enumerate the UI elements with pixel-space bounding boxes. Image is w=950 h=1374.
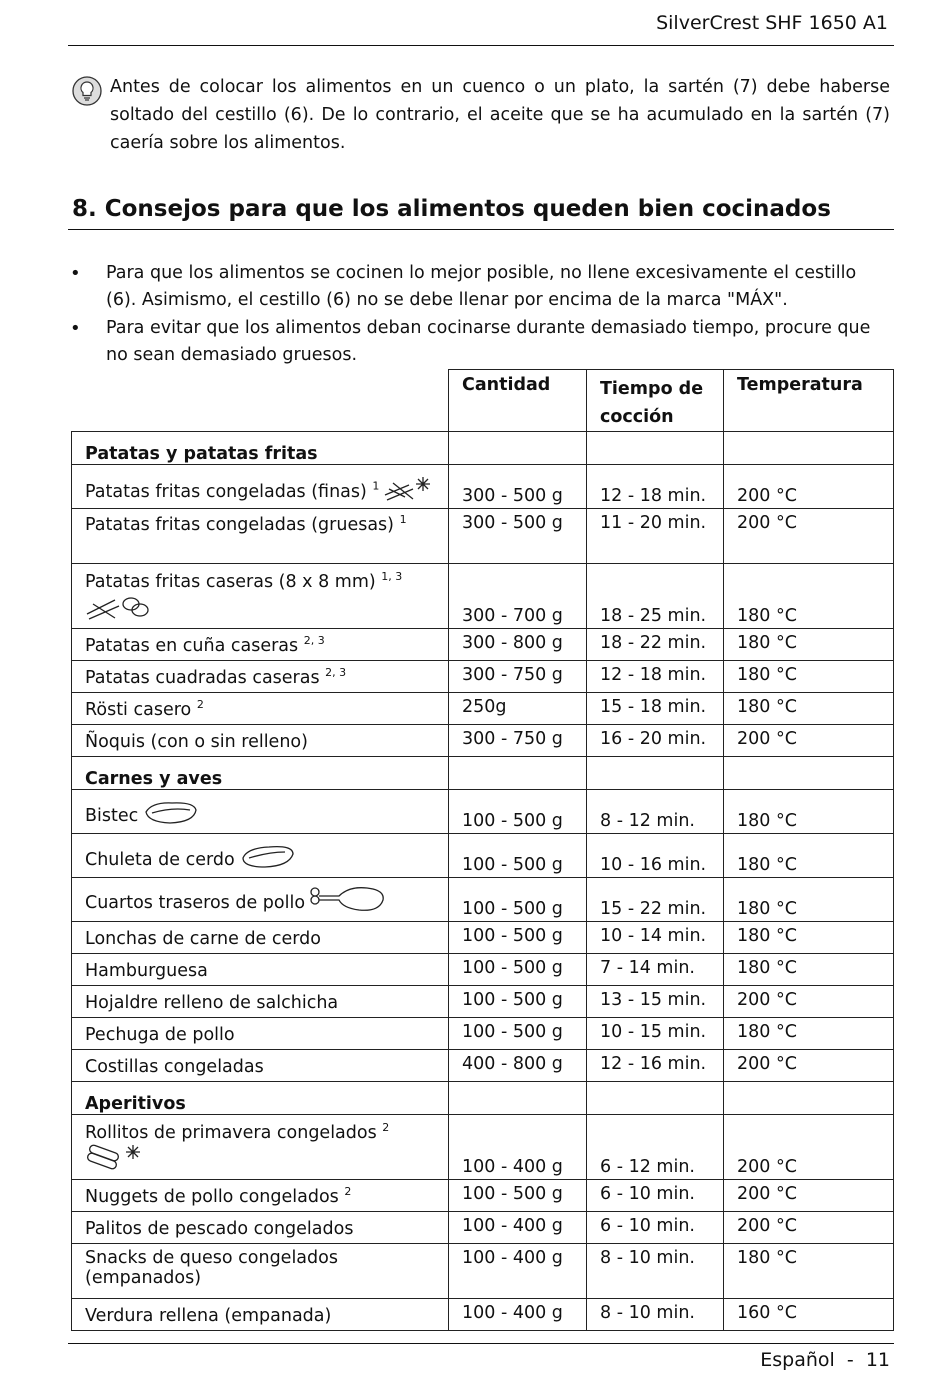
temperature-cell: 200 °C (724, 1180, 894, 1212)
table-category-row (72, 432, 894, 465)
temperature-cell: 200 °C (724, 725, 894, 757)
item-name: Nuggets de pollo congelados (85, 1187, 339, 1207)
temperature-cell: 200 °C (724, 509, 894, 564)
quantity-cell: 300 - 750 g (449, 661, 587, 693)
empty-cell (587, 757, 724, 790)
lightbulb-icon (72, 76, 102, 106)
temperature-cell: 180 °C (724, 922, 894, 954)
item-name: Patatas fritas congeladas (gruesas) (85, 515, 394, 535)
table-row (72, 564, 894, 629)
header-quantity: Cantidad (449, 370, 587, 432)
table-row (72, 834, 894, 878)
item-name: Hojaldre relleno de salchicha (85, 993, 339, 1013)
category-label: Carnes y aves (72, 757, 449, 790)
item-cell (72, 509, 449, 564)
item-name: Costillas congeladas (85, 1057, 264, 1077)
section-rule (68, 229, 894, 230)
footnote-ref: 2 (344, 1185, 352, 1198)
header-temperature: Temperatura (724, 370, 894, 432)
time-cell: 8 - 10 min. (587, 1244, 724, 1299)
item-cell (72, 834, 449, 878)
quantity-cell: 100 - 500 g (449, 1018, 587, 1050)
footnote-ref: 1 (399, 513, 407, 526)
item-cell (72, 986, 449, 1018)
table-row (72, 1244, 894, 1299)
item-cell (72, 1212, 449, 1244)
bullet-text: Para que los alimentos se cocinen lo mejor posible, no llene excesivamente el cestillo (6). Asimismo, el cestillo (6) no se debe llenar por encima de la marca "MÁX". (106, 263, 857, 310)
temperature-cell: 180 °C (724, 878, 894, 922)
table-row (72, 1180, 894, 1212)
temperature-cell: 200 °C (724, 465, 894, 509)
chicken-leg-icon (309, 884, 387, 921)
temperature-cell: 180 °C (724, 954, 894, 986)
time-cell: 15 - 22 min. (587, 878, 724, 922)
item-name: Bistec (85, 805, 139, 826)
item-cell (72, 693, 449, 725)
table-row (72, 1299, 894, 1331)
item-cell (72, 1180, 449, 1212)
bullet-item (70, 260, 886, 314)
table-row (72, 693, 894, 725)
table-row (72, 509, 894, 564)
footer-rule (68, 1343, 894, 1344)
empty-cell (587, 432, 724, 465)
table-row (72, 1115, 894, 1180)
bullet-dot: • (70, 318, 81, 339)
time-cell: 18 - 25 min. (587, 564, 724, 629)
item-cell (72, 661, 449, 693)
quantity-cell: 100 - 400 g (449, 1244, 587, 1299)
homemade-fries-icon (85, 592, 151, 627)
time-cell: 8 - 12 min. (587, 790, 724, 834)
time-cell: 11 - 20 min. (587, 509, 724, 564)
item-cell (72, 1299, 449, 1331)
item-name: Ñoquis (con o sin relleno) (85, 732, 308, 752)
item-name: Lonchas de carne de cerdo (85, 929, 321, 949)
temperature-cell: 180 °C (724, 693, 894, 725)
footnote-ref: 1 (372, 479, 380, 493)
quantity-cell: 100 - 500 g (449, 878, 587, 922)
quantity-cell: 100 - 500 g (449, 986, 587, 1018)
table-row (72, 790, 894, 834)
time-cell: 18 - 22 min. (587, 629, 724, 661)
bullet-dot: • (70, 263, 81, 284)
item-name: Rösti casero (85, 700, 192, 720)
item-cell (72, 878, 449, 922)
time-cell: 10 - 16 min. (587, 834, 724, 878)
temperature-cell: 200 °C (724, 1050, 894, 1082)
item-cell (72, 1018, 449, 1050)
table-row (72, 986, 894, 1018)
item-name: Patatas fritas congeladas (finas) (85, 481, 367, 502)
tip-text: Antes de colocar los alimentos en un cuenco o un plato, la sartén (7) debe haberse soltado del cestillo (6). De lo contrario, el aceite que se ha acumulado en la sartén (7) caería sobre los alimentos. (110, 77, 890, 153)
temperature-cell: 180 °C (724, 834, 894, 878)
quantity-cell: 300 - 700 g (449, 564, 587, 629)
temperature-cell: 200 °C (724, 1115, 894, 1180)
table-row (72, 922, 894, 954)
quantity-cell: 100 - 500 g (449, 922, 587, 954)
item-name: Patatas fritas caseras (8 x 8 mm) (85, 572, 376, 592)
quantity-cell: 400 - 800 g (449, 1050, 587, 1082)
table-row (72, 878, 894, 922)
time-cell: 12 - 16 min. (587, 1050, 724, 1082)
time-cell: 13 - 15 min. (587, 986, 724, 1018)
quantity-cell: 300 - 500 g (449, 465, 587, 509)
footnote-ref: 1, 3 (381, 570, 403, 583)
empty-cell (449, 432, 587, 465)
item-name: Verdura rellena (empanada) (85, 1306, 332, 1326)
frozen-fries-icon (383, 475, 433, 508)
item-name: Chuleta de cerdo (85, 849, 235, 870)
quantity-cell: 100 - 400 g (449, 1212, 587, 1244)
footnote-ref: 2 (382, 1121, 390, 1134)
item-cell (72, 1115, 449, 1180)
footnote-ref: 2, 3 (325, 666, 347, 679)
header-empty-cell (72, 370, 449, 432)
item-cell (72, 1050, 449, 1082)
page-footer: Español - 11 (760, 1349, 890, 1371)
quantity-cell: 100 - 400 g (449, 1115, 587, 1180)
temperature-cell: 200 °C (724, 986, 894, 1018)
temperature-cell: 180 °C (724, 1244, 894, 1299)
quantity-cell: 300 - 750 g (449, 725, 587, 757)
empty-cell (724, 757, 894, 790)
table-row (72, 1018, 894, 1050)
header-time: Tiempo de cocción (587, 370, 724, 432)
empty-cell (724, 432, 894, 465)
bullet-text: Para evitar que los alimentos deban cocinarse durante demasiado tiempo, procure que no sean demasiado gruesos. (106, 318, 871, 365)
item-name: Hamburguesa (85, 961, 208, 981)
quantity-cell: 100 - 500 g (449, 954, 587, 986)
quantity-cell: 100 - 400 g (449, 1299, 587, 1331)
table-category-row (72, 757, 894, 790)
quantity-cell: 100 - 500 g (449, 790, 587, 834)
spring-rolls-icon (85, 1143, 147, 1178)
section-title: 8. Consejos para que los alimentos queden bien cocinados (72, 196, 831, 222)
item-name: Rollitos de primavera congelados (85, 1123, 377, 1143)
item-name: Pechuga de pollo (85, 1025, 235, 1045)
time-cell: 6 - 10 min. (587, 1212, 724, 1244)
cooking-table (71, 369, 894, 1331)
table-header-row (72, 370, 894, 432)
empty-cell (449, 1082, 587, 1115)
table-row (72, 1212, 894, 1244)
item-cell (72, 790, 449, 834)
time-cell: 6 - 12 min. (587, 1115, 724, 1180)
temperature-cell: 180 °C (724, 661, 894, 693)
time-cell: 12 - 18 min. (587, 661, 724, 693)
table-row (72, 954, 894, 986)
time-cell: 10 - 14 min. (587, 922, 724, 954)
footnote-ref: 2 (196, 698, 204, 711)
item-cell (72, 465, 449, 509)
time-cell: 6 - 10 min. (587, 1180, 724, 1212)
table-row (72, 629, 894, 661)
temperature-cell: 180 °C (724, 629, 894, 661)
quantity-cell: 250g (449, 693, 587, 725)
item-name: Palitos de pescado congelados (85, 1219, 354, 1239)
time-cell: 16 - 20 min. (587, 725, 724, 757)
bullet-item (70, 315, 886, 369)
time-cell: 7 - 14 min. (587, 954, 724, 986)
steak-icon (142, 798, 200, 833)
footnote-ref: 2, 3 (303, 634, 325, 647)
item-cell (72, 922, 449, 954)
item-name: Patatas cuadradas caseras (85, 668, 320, 688)
quantity-cell: 100 - 500 g (449, 1180, 587, 1212)
item-cell (72, 725, 449, 757)
quantity-cell: 300 - 800 g (449, 629, 587, 661)
table-row (72, 725, 894, 757)
temperature-cell: 180 °C (724, 564, 894, 629)
empty-cell (587, 1082, 724, 1115)
item-cell (72, 1244, 449, 1299)
item-name: Cuartos traseros de pollo (85, 892, 306, 913)
category-label: Patatas y patatas fritas (72, 432, 449, 465)
header-rule (68, 45, 894, 46)
temperature-cell: 180 °C (724, 1018, 894, 1050)
item-cell (72, 564, 449, 629)
pork-chop-icon (239, 842, 297, 877)
table-row (72, 1050, 894, 1082)
temperature-cell: 160 °C (724, 1299, 894, 1331)
temperature-cell: 200 °C (724, 1212, 894, 1244)
time-cell: 12 - 18 min. (587, 465, 724, 509)
temperature-cell: 180 °C (724, 790, 894, 834)
time-cell: 15 - 18 min. (587, 693, 724, 725)
empty-cell (724, 1082, 894, 1115)
time-cell: 10 - 15 min. (587, 1018, 724, 1050)
quantity-cell: 100 - 500 g (449, 834, 587, 878)
table-category-row (72, 1082, 894, 1115)
item-cell (72, 954, 449, 986)
empty-cell (449, 757, 587, 790)
category-label: Aperitivos (72, 1082, 449, 1115)
item-name: Patatas en cuña caseras (85, 636, 299, 656)
time-cell: 8 - 10 min. (587, 1299, 724, 1331)
quantity-cell: 300 - 500 g (449, 509, 587, 564)
table-row (72, 661, 894, 693)
item-name: Snacks de queso congelados (empanados) (85, 1248, 338, 1288)
document-header-title: SilverCrest SHF 1650 A1 (656, 12, 888, 34)
item-cell (72, 629, 449, 661)
table-row (72, 465, 894, 509)
